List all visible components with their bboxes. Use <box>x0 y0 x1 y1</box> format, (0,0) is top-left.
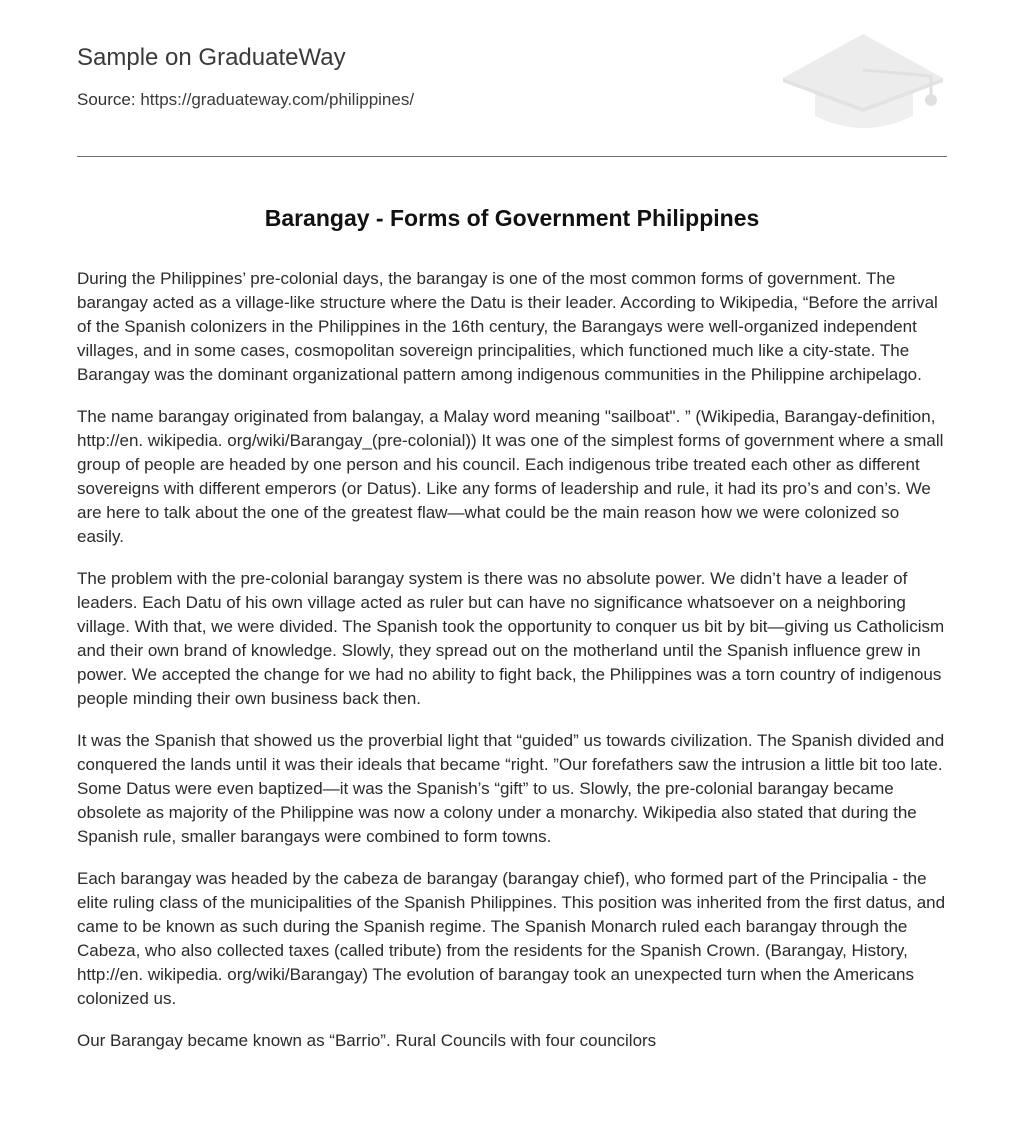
document-body <box>77 267 947 1071</box>
source-label: Source: <box>77 90 136 109</box>
source-link[interactable]: https://graduateway.com/philippines/ <box>140 90 415 109</box>
document-title: Barangay - Forms of Government Philippines <box>264 205 760 231</box>
paragraph: The name barangay originated from balangay, a Malay word meaning "sailboat". ” (Wikipedia, Barangay-definition, http://en. wikipedia. org/wiki/Barangay_(pre-colonial)) It was one of the simplest forms of government where a small group of people are headed by one person and his council. Each indigenous tribe treated each other as different sovereigns with different emperors (or Datus). Like any forms of leadership and rule, it had its pro’s and con’s. We are here to talk about the one of the greatest flaw—what could be the main reason how we were colonized so easily. <box>77 407 944 546</box>
header <box>77 0 947 157</box>
page <box>77 0 947 1050</box>
paragraph: It was the Spanish that showed us the proverbial light that “guided” us towards civilization. The Spanish divided and conquered the lands until it was their ideals that became “right. ”Our forefathers saw the intrusion a little bit too late. Some Datus were even baptized—it was the Spanish’s “gift” to us. Slowly, the pre-colonial barangay became obsolete as majority of the Philippine was now a colony under a monarchy. Wikipedia also stated that during the Spanish rule, smaller barangays were combined to form towns. <box>77 731 945 846</box>
site-title: Sample on GraduateWay <box>77 44 346 71</box>
paragraph: Our Barangay became known as “Barrio”. Rural Councils with four councilors <box>77 1031 657 1050</box>
graduation-cap-icon <box>779 30 947 134</box>
paragraph: The problem with the pre-colonial barangay system is there was no absolute power. We didn’t have a leader of leaders. Each Datu of his own village acted as ruler but can have no significance whatsoever on a neighboring village. With that, we were divided. The Spanish took the opportunity to conquer us bit by bit—giving us Catholicism and their own brand of knowledge. Slowly, they spread out on the motherland until the Spanish influence grew in power. We accepted the change for we had no ability to fight back, the Philippines was a torn country of indigenous people minding their own business back then. <box>77 569 945 708</box>
paragraph: Each barangay was headed by the cabeza de barangay (barangay chief), who formed part of the Principalia - the elite ruling class of the municipalities of the Spanish Philippines. This position was inherited from the first datus, and came to be known as such during the Spanish regime. The Spanish Monarch ruled each barangay through the Cabeza, who also collected taxes (called tribute) from the residents for the Spanish Crown. (Barangay, History, http://en. wikipedia. org/wiki/Barangay) The evolution of barangay took an unexpected turn when the Americans colonized us. <box>77 869 946 1008</box>
paragraph: During the Philippines’ pre-colonial days, the barangay is one of the most common forms of government. The barangay acted as a village-like structure where the Datu is their leader. According to Wikipedia, “Before the arrival of the Spanish colonizers in the Philippines in the 16th century, the Barangays were well-organized independent villages, and in some cases, cosmopolitan sovereign principalities, which functioned much like a city-state. The Barangay was the dominant organizational pattern among indigenous communities in the Philippine archipelago. <box>77 269 938 384</box>
source-line <box>77 90 414 110</box>
